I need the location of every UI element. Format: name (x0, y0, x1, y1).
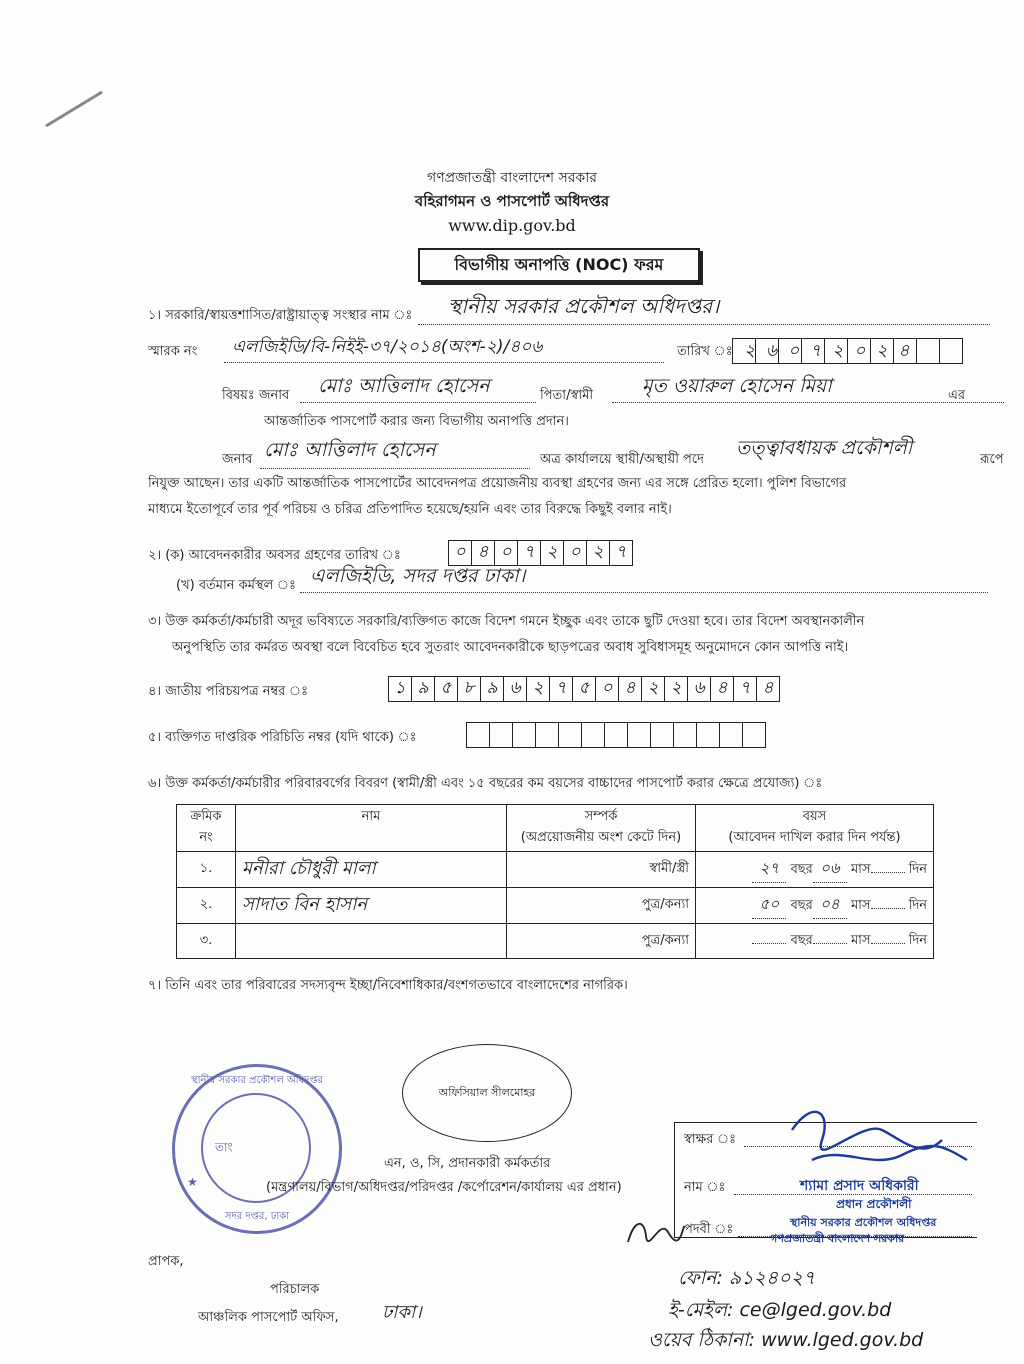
table-row (177, 852, 934, 888)
retirement-date-digit: ৭ (518, 541, 541, 565)
recipient-title: পরিচালক (270, 1282, 320, 1297)
pid-digit (559, 723, 582, 747)
retirement-date-digit: ০ (449, 541, 472, 565)
unit-month: মাস (850, 932, 871, 948)
subject-label: বিষয়ঃ জনাব (222, 388, 290, 403)
form-title: বিভাগীয় অনাপত্তি (NOC) ফরম (454, 254, 664, 274)
nid-digit: ১ (389, 677, 412, 701)
recipient-to: প্রাপক, (148, 1254, 184, 1269)
age-days (871, 872, 905, 873)
nid-digit: ২ (665, 677, 688, 701)
row-name (236, 924, 507, 959)
age-days (871, 943, 905, 944)
official-seal-oval (402, 1044, 572, 1142)
signature-scribble (772, 1100, 982, 1180)
unit-day: দিন (908, 932, 927, 948)
header-name: নাম (236, 805, 507, 852)
row-age (696, 852, 934, 888)
pid-digit (697, 723, 720, 747)
authority-line1: এন, ও, সি, প্রদানকারী কর্মকর্তার (384, 1156, 551, 1171)
nid-digit: ৪ (762, 678, 774, 698)
nid-digit: ২ (527, 677, 550, 701)
pid-digit (628, 723, 651, 747)
memo-label: স্মারক নং (148, 344, 198, 359)
item7-text: ৭। তিনি এবং তার পরিবারের সদস্যবৃন্দ ইচ্ছা/নিবেশাধিকার/বংশগতভাবে বাংলাদেশের নাগরিক। (148, 978, 628, 993)
table-row (177, 888, 934, 924)
header-age: বয়স (আবেদন দাখিল করার দিন পর্যন্ত) (696, 805, 934, 852)
subject-father-line (612, 402, 1004, 403)
pid-boxes (466, 722, 766, 748)
unit-day: দিন (908, 897, 927, 913)
row-serial: ২. (177, 888, 236, 924)
officer-name: শ্যামা প্রসাদ অধিকারী (800, 1178, 919, 1194)
pid-digit (743, 723, 765, 747)
pid-digit (605, 723, 628, 747)
memo-value: এলজিইডি/বি-নিইই-৩৭/২০১৪(অংশ-২)/৪০৬ (232, 337, 543, 357)
family-table (176, 804, 934, 959)
nid-digit: ৯ (412, 677, 435, 701)
body-line3: মাধ্যমে ইতোপূর্বে তার পূর্ব পরিচয় ও চরিত্র প্রতিপাদিত হয়েছে/হয়নি এবং তার বিরুদ্ধে কিছুই বলার নাই। (148, 502, 672, 517)
nid-digit: ৭ (550, 677, 573, 701)
round-seal-bottom: সদর দপ্তর, ঢাকা (224, 1211, 290, 1222)
header-relation: সম্পর্ক (অপ্রয়োজনীয় অংশ কেটে দিন) (507, 805, 696, 852)
nid-digit: ৬ (688, 677, 711, 701)
unit-month: মাস (850, 861, 871, 877)
retirement-date-digit: ২ (587, 541, 610, 565)
subject-suffix: এর (948, 388, 966, 403)
form-title-box (418, 248, 700, 282)
recipient-city: ঢাকা। (382, 1302, 422, 1323)
post-label: পদবী ঃ (684, 1222, 734, 1237)
row-age (696, 888, 934, 924)
contact-phone: ফোন: ৯১২৪০২৭ (678, 1267, 816, 1289)
memo-line (224, 362, 664, 363)
pid-digit (651, 723, 674, 747)
body-line2: নিযুক্ত আছেন। তার একটি আন্তর্জাতিক পাসপোর্টের আবেদনপত্র প্রয়োজনীয় ব্যবস্থা গ্রহণের জন্য এর সঙ্গে প্রেরিত হলো। পুলিশ বিভাগের (148, 476, 847, 491)
nid-digit: ৫ (573, 677, 596, 701)
round-seal-top: স্থানীয় সরকার প্রকৌশল অধিদপ্তর (190, 1075, 324, 1086)
memo-date-digit (917, 339, 940, 363)
unit-month: মাস (850, 897, 871, 913)
nid-digit: ২ (642, 677, 665, 701)
nid-digit: ৫ (435, 677, 458, 701)
header-serial: ক্রমিক নং (177, 805, 236, 852)
nid-digit: ৯ (481, 677, 504, 701)
nid-boxes (388, 676, 780, 702)
retirement-date-digit: ২ (541, 541, 564, 565)
subject-father: মৃত ওয়ারুল হোসেন মিয়া (642, 375, 832, 397)
round-seal-star-icon: ★ (187, 1175, 198, 1189)
pid-digit (674, 723, 697, 747)
unit-year: বছর (790, 932, 813, 948)
retirement-date-digit: ০ (564, 541, 587, 565)
family-table-header (177, 805, 934, 852)
retirement-date-digit: ৪ (472, 541, 495, 565)
pid-digit (536, 723, 559, 747)
body-name: মোঃ আত্তিলাদ হোসেন (264, 439, 436, 461)
pid-digit (513, 723, 536, 747)
item2-a-label: ২। (ক) আবেদনকারীর অবসর গ্রহণের তারিখ ঃ (148, 548, 401, 563)
row-serial: ৩. (177, 924, 236, 959)
item6-label: ৬। উক্ত কর্মকর্তা/কর্মচারীর পরিবারবর্গের বিবরণ (স্বামী/স্ত্রী এবং ১৫ বছরের কম বয়সের বাচ্চাদের পাসপোর্ট করার ক্ষেত্রে প্রযোজ্য) ঃ (148, 776, 823, 791)
recipient-office: আঞ্চলিক পাসপোর্ট অফিস, (198, 1310, 339, 1325)
item4-label: ৪। জাতীয় পরিচয়পত্র নম্বর ঃ (148, 684, 309, 699)
dept-title: বহিরাগমন ও পাসপোর্ট অধিদপ্তর (414, 192, 610, 210)
age-years: ৫০ (752, 893, 786, 919)
official-seal-label: অফিসিয়াল সীলমোহর (438, 1085, 536, 1099)
body-post-suffix: রূপে (980, 452, 1004, 467)
age-days (871, 908, 905, 909)
item2-b-label: (খ) বর্তমান কর্মস্থল ঃ (176, 578, 296, 593)
nid-digit: ৬ (504, 677, 527, 701)
authority-line2: (মন্ত্রণালয়/বিভাগ/অধিদপ্তর/পরিদপ্তর /কর্পোরেশন/কার্যালয় এর প্রধান) (266, 1180, 622, 1195)
age-years: ২৭ (752, 857, 786, 883)
officer-post: প্রধান প্রকৌশলী (836, 1197, 912, 1211)
round-seal-date: তাং (215, 1140, 233, 1154)
item5-label: ৫। ব্যক্তিগত দাপ্তরিক পরিচিতি নম্বর (যদি থাকে) ঃ (148, 730, 417, 745)
item1-label: ১। সরকারি/স্বায়ত্তশাসিত/রাষ্ট্রায়াত্ত্ব সংস্থার নাম ঃ (148, 308, 413, 323)
nid-digit: ৪ (711, 677, 734, 701)
initial-scribble (620, 1212, 690, 1252)
table-row (177, 924, 934, 959)
pid-digit (467, 723, 490, 747)
item2-b-line (300, 592, 988, 593)
name-label: নাম ঃ (684, 1180, 726, 1195)
pin-mark-icon (40, 86, 110, 136)
item3-line2: অনুপস্থিতি তার কর্মরত অবস্থা বলে বিবেচিত হবে সুতরাং আবেদনকারীকে ছাড়পত্রের অবাধ সুবিধাসমূহ অনুমোদনে কোন আপত্তি নাই। (172, 640, 849, 655)
body-post: তত্ত্বাবধায়ক প্রকৌশলী (736, 437, 913, 459)
memo-date-value: ২৬০৭২০২৪ (744, 341, 921, 361)
website: www.dip.gov.bd (448, 216, 576, 235)
body-janab: জনাব (222, 452, 253, 467)
subject-name-line (300, 402, 536, 403)
unit-year: বছর (790, 897, 813, 913)
subject-line2: আন্তর্জাতিক পাসপোর্ট করার জন্য বিভাগীয় অনাপত্তি প্রদান। (264, 414, 569, 429)
nid-digit: ৪ (619, 677, 642, 701)
item2-b-value: এলজিইডি, সদর দপ্তর ঢাকা। (310, 565, 526, 587)
subject-father-label: পিতা/স্বামী (540, 388, 594, 403)
unit-year: বছর (790, 861, 813, 877)
age-months: ০৪ (813, 893, 847, 919)
body-mid: অত্র কার্যালয়ে স্থায়ী/অস্থায়ী পদে (540, 452, 704, 467)
unit-day: দিন (908, 861, 927, 877)
row-name: মনীরা চৌধুরী মালা (236, 852, 507, 888)
signature-label: স্বাক্ষর ঃ (684, 1132, 737, 1147)
round-seal (172, 1064, 342, 1234)
retirement-date-digit: ০ (495, 541, 518, 565)
retirement-date-digit: ৭ (615, 542, 627, 562)
subject-name: মোঃ আত্তিলাদ হোসেন (318, 375, 490, 397)
nid-digit: ০ (596, 677, 619, 701)
age-months (813, 943, 847, 944)
age-months: ০৬ (813, 857, 847, 883)
officer-gov: গণপ্রজাতন্ত্রী বাংলাদেশ সরকার (770, 1232, 905, 1245)
age-years (752, 943, 786, 944)
row-relation: পুত্র/কন্যা (507, 888, 696, 924)
pid-digit (490, 723, 513, 747)
row-age (696, 924, 934, 959)
row-name: সাদাত বিন হাসান (236, 888, 507, 924)
row-serial: ১. (177, 852, 236, 888)
row-relation: স্বামী/স্ত্রী (507, 852, 696, 888)
memo-date-digit (940, 339, 962, 363)
contact-email: ই-মেইল: ce@lged.gov.bd (668, 1299, 892, 1321)
memo-date-label: তারিখ ঃ (677, 344, 733, 359)
nid-digit: ৮ (458, 677, 481, 701)
item1-value: স্থানীয় সরকার প্রকৌশল অধিদপ্তর। (448, 294, 720, 318)
item3-line1: ৩। উক্ত কর্মকর্তা/কর্মচারী অদূর ভবিষ্যতে সরকারি/ব্যক্তিগত কাজে বিদেশ গমনে ইচ্ছুক এবং তাকে ছুটি দেওয়া হবে। তার বিদেশ অবস্থানকালীন (148, 614, 865, 629)
contact-web: ওয়েব ঠিকানা: www.lged.gov.bd (648, 1329, 924, 1351)
pid-digit (720, 723, 743, 747)
nid-digit: ৭ (734, 677, 757, 701)
body-name-line (260, 468, 530, 469)
gov-title: গণপ্রজাতন্ত্রী বাংলাদেশ সরকার (427, 170, 597, 186)
row-relation: পুত্র/কন্যা (507, 924, 696, 959)
officer-org: স্থানীয় সরকার প্রকৌশল অধিদপ্তর (790, 1216, 937, 1229)
pid-digit (582, 723, 605, 747)
